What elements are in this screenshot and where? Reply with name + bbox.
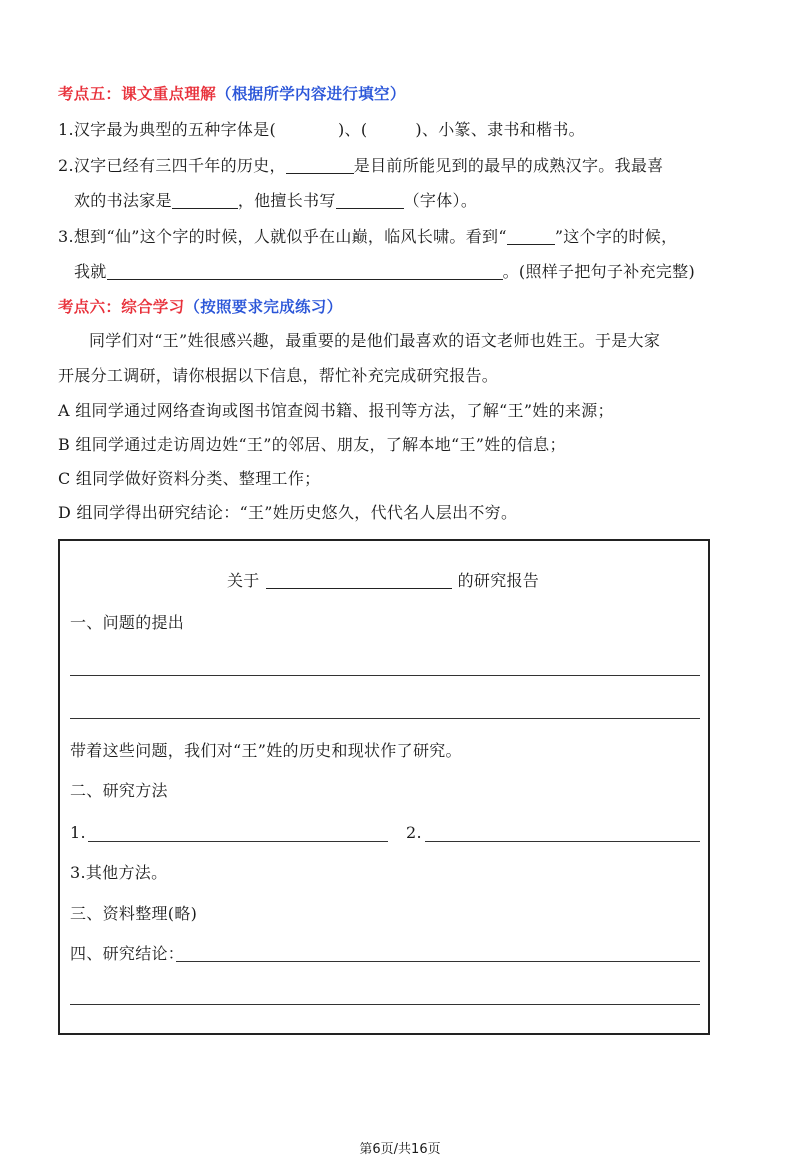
q1-text-b: )、( [338,120,368,139]
report-title-prefix: 关于 [227,571,260,590]
section5-title: 考点五：课文重点理解 [58,85,217,103]
q3-text-c: 我就 [74,262,107,281]
q3-blank-1[interactable] [507,229,555,245]
report-title [227,570,539,592]
method-1-label: 1. [70,823,86,842]
method-3: 3.其他方法。 [70,863,168,882]
q1-text-c: )、小篆、隶书和楷书。 [415,120,585,139]
q3-text-b: ”这个字的时候， [554,227,678,246]
question-3-line-2 [74,261,695,283]
group-a-text: A 组同学通过网络查询或图书馆查阅书籍、报刊等方法，了解“王”姓的来源； [58,401,614,420]
intro-line-2: 开展分工调研，请你根据以下信息，帮忙补充完成研究报告。 [58,366,499,385]
q2-blank-2[interactable] [172,193,238,209]
intro-line-1: 同学们对“王”姓很感兴趣，最重要的是他们最喜欢的语文老师也姓王。于是大家 [89,331,661,350]
section6-heading [58,296,342,318]
conclusion-blank-1[interactable] [176,961,700,962]
report-title-suffix: 的研究报告 [457,571,540,590]
report-bridge: 带着这些问题，我们对“王”姓的历史和现状作了研究。 [70,741,462,760]
q1-text-a: 1.汉字最为典型的五种字体是( [58,120,277,139]
report-part-1: 一、问题的提出 [70,613,185,632]
q2-text-b: 是目前所能见到的最早的成熟汉字。我最喜 [353,156,664,175]
method-2-label: 2. [406,823,422,842]
q2-blank-3[interactable] [336,193,404,209]
method-1-blank[interactable] [88,841,388,842]
report-answer-line-2[interactable] [70,718,700,719]
report-answer-line-1[interactable] [70,675,700,676]
page-footer: 第6页/共16页 [359,1142,441,1157]
report-title-blank[interactable] [266,573,452,589]
q2-blank-1[interactable] [286,158,354,174]
question-1 [58,119,585,141]
question-2-line-1 [58,155,663,177]
section6-title: 考点六：综合学习 [58,298,185,316]
report-part-2: 二、研究方法 [70,781,168,800]
group-c-text: C 组同学做好资料分类、整理工作； [58,469,321,488]
q2-text-e: （字体）。 [403,191,478,210]
q2-text-d: ，他擅长书写 [237,191,336,210]
section5-note: （根据所学内容进行填空） [216,85,406,103]
group-d-text: D 组同学得出研究结论：“王”姓历史悠久，代代名人层出不穷。 [58,503,518,522]
q3-text-d: 。(照样子把句子补充完整) [502,262,695,281]
section5-heading [58,83,406,105]
conclusion-blank-2[interactable] [70,1004,700,1005]
method-2-blank[interactable] [425,841,700,842]
q3-blank-2[interactable] [107,264,503,280]
report-part-3: 三、资料整理(略) [70,904,198,923]
question-2-line-2 [74,190,477,212]
question-3-line-1 [58,226,677,248]
q2-text-a: 2.汉字已经有三四千年的历史， [58,156,286,175]
group-b-text: B 组同学通过走访周边姓“王”的邻居、朋友，了解本地“王”姓的信息； [58,435,566,454]
q3-text-a: 3.想到“仙”这个字的时候，人就似乎在山巅，临风长啸。看到“ [58,227,507,246]
report-part-4: 四、研究结论： [70,944,185,963]
q2-text-c: 欢的书法家是 [74,191,172,210]
section6-note: （按照要求完成练习） [184,298,343,316]
